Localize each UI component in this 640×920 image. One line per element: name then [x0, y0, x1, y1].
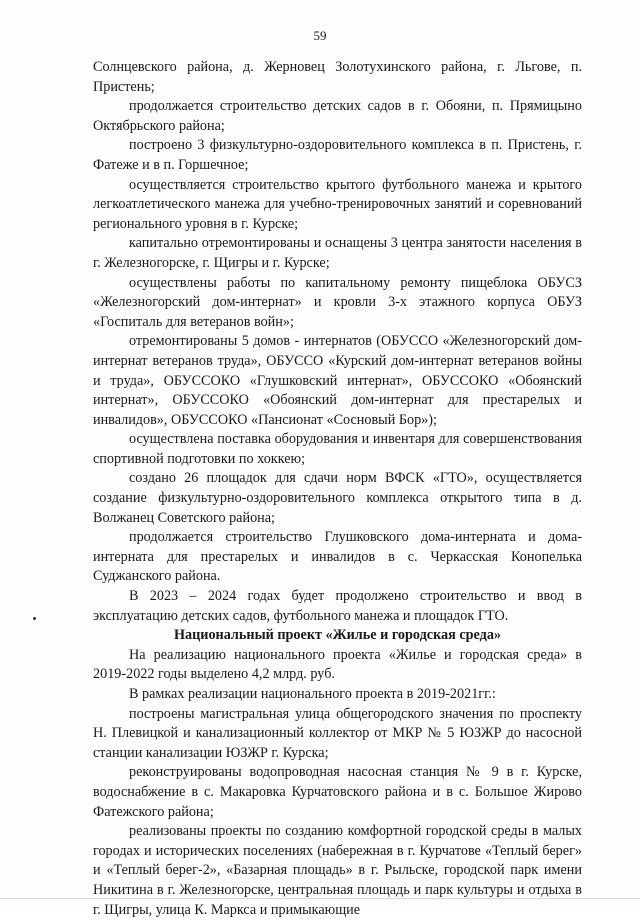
- paragraph-boarding-houses: отремонтированы 5 домов - интернатов (ОБУССО «Железногорский дом-интернат ветеранов труда», ОБУССО «Курский дом-интернат ветеранов войны и труда», ОБУССОКО «Глушковский интернат», ОБУССОКО «Обоянский интернат», ОБУССОКО «Обоянский дом-интернат для престарелых и инвалидов», ОБУССОКО «Пансионат «Сосновый Бор»);: [93, 333, 582, 428]
- paragraph-funding: На реализацию национального проекта «Жилье и городская среда» в 2019-2022 годы выделено 4,2 млрд. руб.: [93, 646, 582, 683]
- paragraph-glushkovo-construction: продолжается строительство Глушковского дома-интерната и дома-интерната для престарелых и инвалидов в с. Черкасская Конопелька Суджанского района.: [93, 529, 582, 585]
- paragraph-kindergartens: продолжается строительство детских садов в г. Обояни, п. Прямицыно Октябрьского района;: [93, 98, 582, 134]
- paragraph-continuation: Солнцевского района, д. Жерновец Золотухинского района, г. Льгове, п. Пристень;: [93, 59, 582, 95]
- paragraph-hockey-equipment: осуществлена поставка оборудования и инвентаря для совершенствования спортивной подготовки по хоккею;: [93, 431, 582, 467]
- page-number: 59: [313, 28, 327, 43]
- paragraph-repair-works: осуществлены работы по капитальному ремонту пищеблока ОБУСЗ «Железногорский дом-интернат» и кровли 3-х этажного корпуса ОБУЗ «Госпиталь для ветеранов войн»;: [93, 274, 582, 330]
- paragraph-gto-grounds: создано 26 площадок для сдачи норм ВФСК «ГТО», осуществляется создание физкультурно-оздоровительного комплекса открытого типа в д. Волжанец Советского района;: [93, 470, 582, 526]
- paragraph-water-station: реконструированы водопроводная насосная станция № 9 в г. Курске, водоснабжение в с. Макаровка Курчатовского района и в с. Большое Жирово Фатежского района;: [93, 764, 582, 820]
- paragraph-sports-complexes: построено 3 физкультурно-оздоровительного комплекса в п. Пристень, г. Фатеже и в п. Горшечное;: [93, 137, 582, 173]
- document-body: [93, 58, 582, 920]
- paragraph-2023-2024-plans: В 2023 – 2024 годах будет продолжено строительство и ввод в эксплуатацию детских садов, футбольного манежа и площадок ГТО.: [93, 588, 582, 624]
- paragraph-football-arena: осуществляется строительство крытого футбольного манежа и крытого легкоатлетического манежа для учебно-тренировочных занятий и соревнований регионального уровня в г. Курске;: [93, 176, 582, 232]
- section-heading: Национальный проект «Жилье и городская среда»: [173, 627, 502, 644]
- paragraph-urban-environment: реализованы проекты по созданию комфортной городской среды в малых городах и исторических поселениях (набережная в г. Курчатове «Теплый берег» и «Теплый берег-2», «Базарная площадь» в г. Рыльске, городской парк имени Никитина в г. Железногорске, центральная площадь и парк культуры и отдыха в г. Щигры, улица К. Маркса и примыкающие: [93, 823, 582, 918]
- paragraph-implementation-intro: В рамках реализации национального проекта в 2019-2021гг.:: [129, 686, 496, 702]
- margin-dot: [33, 617, 36, 620]
- paragraph-main-street: построены магистральная улица общегородского значения по проспекту Н. Плевицкой и канализационный коллектор от МКР № 5 ЮЗЖР до насосной станции канализации ЮЗЖР г. Курска;: [93, 705, 582, 761]
- scan-edge-line: [0, 898, 640, 899]
- paragraph-employment-centers: капитально отремонтированы и оснащены 3 центра занятости населения в г. Железногорске, г. Щигры и г. Курске;: [93, 235, 582, 271]
